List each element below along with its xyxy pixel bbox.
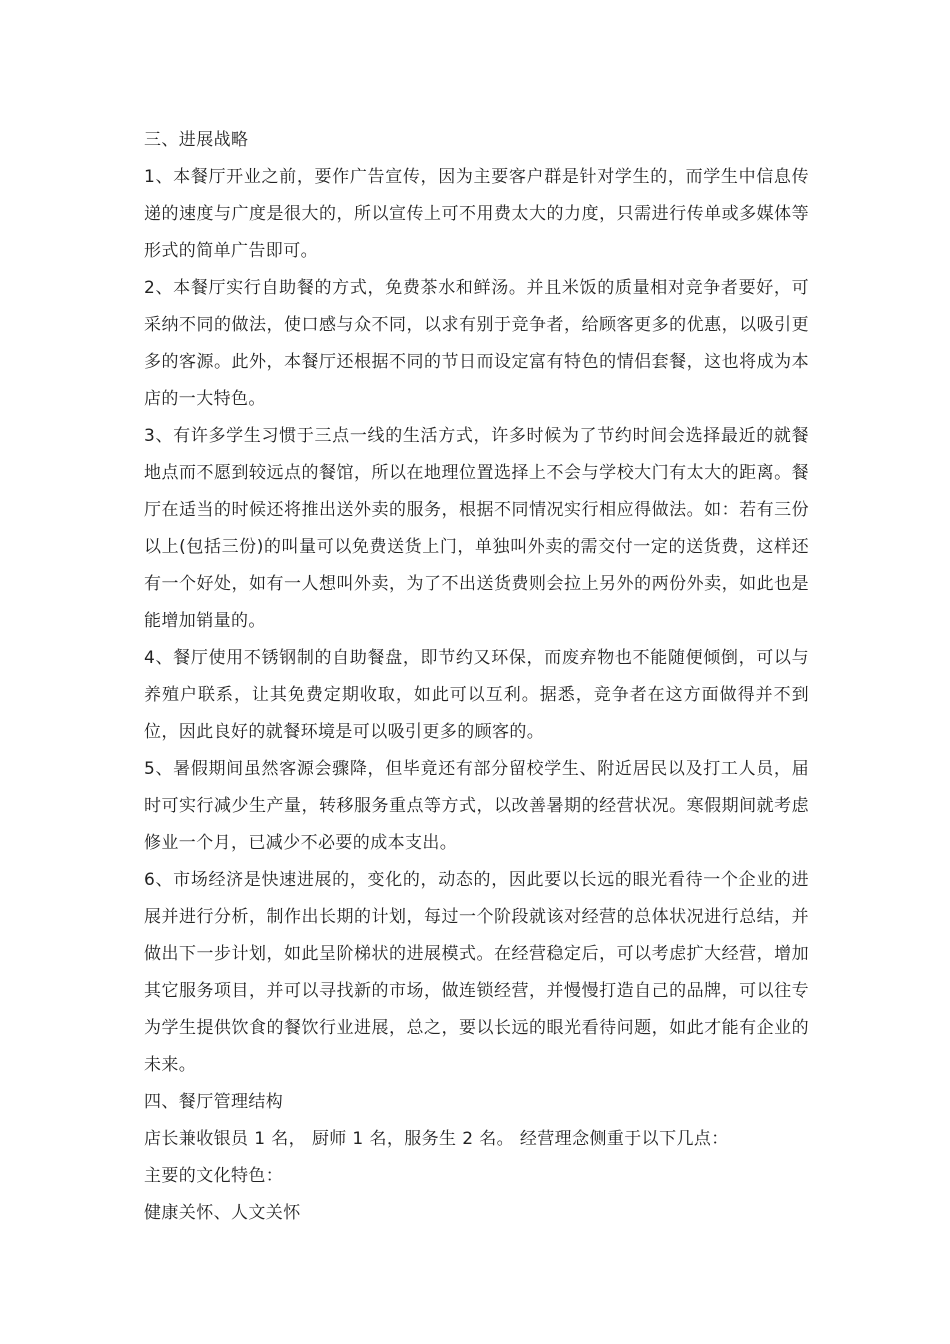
document-body bbox=[144, 122, 809, 1232]
strategy-paragraph-6: 6、市场经济是快速进展的，变化的，动态的，因此要以长远的眼光看待一个企业的进展并进行分析，制作出长期的计划，每过一个阶段就该对经营的总体状况进行总结，并做出下一步计划，如此呈阶梯状的进展模式。在经营稳定后，可以考虑扩大经营，增加其它服务项目，并可以寻找新的市场，做连锁经营，并慢慢打造自己的品牌，可以往专为学生提供饮食的餐饮行业进展，总之，要以长远的眼光看待问题，如此才能有企业的未来。 bbox=[144, 870, 809, 1075]
strategy-paragraph-4: 4、餐厅使用不锈钢制的自助餐盘，即节约又环保，而废弃物也不能随便倾倒，可以与养殖户联系，让其免费定期收取，如此可以互利。据悉，竞争者在这方面做得并不到位，因此良好的就餐环境是可以吸引更多的顾客的。 bbox=[144, 648, 809, 742]
section-heading-strategy: 三、进展战略 bbox=[144, 130, 249, 150]
culture-label: 主要的文化特色： bbox=[144, 1166, 284, 1186]
strategy-paragraph-2: 2、本餐厅实行自助餐的方式，免费茶水和鲜汤。并且米饭的质量相对竞争者要好，可采纳不同的做法，使口感与众不同，以求有别于竞争者，给顾客更多的优惠，以吸引更多的客源。此外，本餐厅还根据不同的节日而设定富有特色的情侣套餐，这也将成为本店的一大特色。 bbox=[144, 278, 809, 409]
culture-values: 健康关怀、人文关怀 bbox=[144, 1203, 301, 1223]
strategy-paragraph-5: 5、暑假期间虽然客源会骤降，但毕竟还有部分留校学生、附近居民以及打工人员，届时可实行减少生产量，转移服务重点等方式，以改善暑期的经营状况。寒假期间就考虑修业一个月，已减少不必要的成本支出。 bbox=[144, 759, 809, 853]
section-heading-management: 四、餐厅管理结构 bbox=[144, 1092, 284, 1112]
staff-line: 店长兼收银员 1 名， 厨师 1 名，服务生 2 名。 经营理念侧重于以下几点： bbox=[144, 1129, 729, 1149]
strategy-paragraph-3: 3、有许多学生习惯于三点一线的生活方式，许多时候为了节约时间会选择最近的就餐地点而不愿到较远点的餐馆，所以在地理位置选择上不会与学校大门有太大的距离。餐厅在适当的时候还将推出送外卖的服务，根据不同情况实行相应得做法。如：若有三份以上(包括三份)的叫量可以免费送货上门，单独叫外卖的需交付一定的送货费，这样还有一个好处，如有一人想叫外卖，为了不出送货费则会拉上另外的两份外卖，如此也是能增加销量的。 bbox=[144, 426, 809, 631]
strategy-paragraph-1: 1、本餐厅开业之前，要作广告宣传，因为主要客户群是针对学生的，而学生中信息传递的速度与广度是很大的，所以宣传上可不用费太大的力度，只需进行传单或多媒体等形式的简单广告即可。 bbox=[144, 167, 809, 261]
